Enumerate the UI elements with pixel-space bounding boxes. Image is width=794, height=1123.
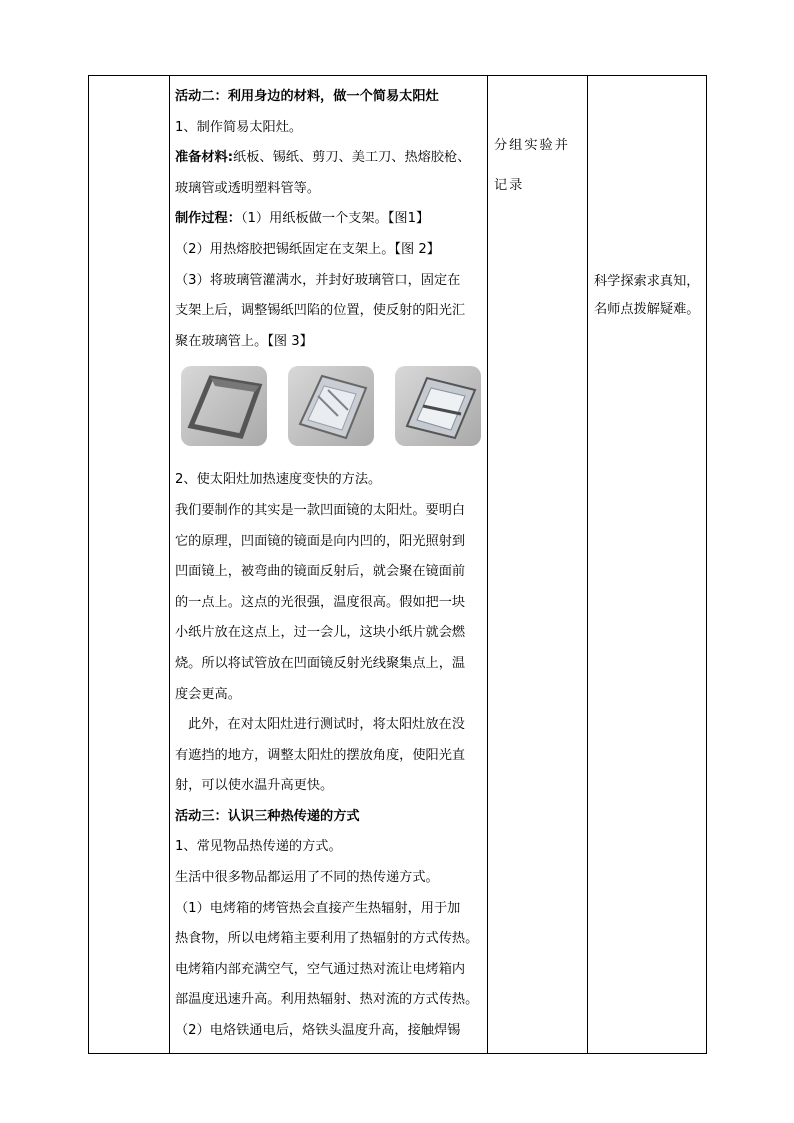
line-text: 生活中很多物品都运用了不同的热传递方式。 [175, 870, 439, 886]
line-text: （1）电烤箱的烤管热会直接产生热辐射，用于加 [175, 900, 461, 916]
line-text: 热食物，所以电烤箱主要利用了热辐射的方式传热。 [175, 931, 479, 947]
column-divider [587, 76, 588, 1053]
content-line [175, 204, 487, 235]
content-line [175, 832, 487, 863]
content-line [175, 588, 487, 619]
line-text: 部温度迅速升高。利用热辐射、热对流的方式传热。 [175, 992, 479, 1008]
line-text: 烧。所以将试管放在凹面镜反射光线聚集点上，温 [175, 655, 466, 671]
content-line [175, 741, 487, 772]
content-line [175, 465, 487, 496]
content-line [175, 863, 487, 894]
student-activity-line: 记录 [494, 178, 525, 193]
line-text: 射，可以使水温升高更快。 [175, 778, 334, 794]
line-text: 玻璃管或透明塑料管等。 [175, 180, 321, 196]
content-line [175, 894, 487, 925]
line-text: 电烤箱内部充满空气，空气通过热对流让电烤箱内 [175, 961, 466, 977]
content-line [175, 496, 487, 527]
line-text: 有遮挡的地方，调整太阳灶的摆放角度，使阳光直 [175, 747, 466, 763]
figure-3-photo [395, 366, 481, 446]
content-line [175, 557, 487, 588]
line-text: （3）将玻璃管灌满水，并封好玻璃管口，固定在 [175, 272, 461, 288]
line-text: 它的原理，凹面镜的镜面是向内凹的，阳光照射到 [175, 533, 466, 549]
line-text: （2）用热熔胶把锡纸固定在支架上。【图 2】 [175, 241, 440, 257]
design-intent-line: 科学探索求真知， [594, 274, 700, 289]
figure-1-photo [181, 366, 267, 446]
line-text: 1、制作简易太阳灶。 [175, 119, 303, 135]
content-line [175, 327, 487, 358]
content-line [175, 174, 487, 205]
content-line [175, 618, 487, 649]
photo-row [175, 361, 487, 457]
design-intent-line: 名师点拨解疑难。 [594, 302, 700, 317]
content-line [175, 527, 487, 558]
line-text: 2、使太阳灶加热速度变快的方法。 [175, 472, 382, 488]
column-divider [487, 76, 488, 1053]
content-line [175, 113, 487, 144]
content-line [175, 955, 487, 986]
student-activity-cell [494, 126, 586, 206]
content-line [175, 649, 487, 680]
line-text: 我们要制作的其实是一款凹面镜的太阳灶。要明白 [175, 502, 466, 518]
content-line [175, 235, 487, 266]
content-line [175, 710, 487, 741]
content-line [175, 771, 487, 802]
content-line [175, 296, 487, 327]
teaching-content-cell [169, 76, 487, 1047]
design-intent-cell [594, 268, 706, 324]
content-line [175, 1016, 487, 1047]
line-text: 凹面镜上，被弯曲的镜面反射后，就会聚在镜面前 [175, 564, 466, 580]
line-text: 的一点上。这点的光很强，温度很高。假如把一块 [175, 594, 466, 610]
line-text: 度会更高。 [175, 686, 241, 702]
section-heading [175, 82, 487, 113]
figure-2-photo [288, 366, 374, 446]
line-text: （1）用纸板做一个支架。【图1】 [240, 211, 430, 227]
line-text: 聚在玻璃管上。【图 3】 [175, 333, 313, 349]
line-text: 支架上后，调整锡纸凹陷的位置，使反射的阳光汇 [175, 303, 466, 319]
content-line [175, 680, 487, 711]
line-text: 活动三：认识三种热传递的方式 [175, 808, 360, 824]
content-line [175, 266, 487, 297]
content-line [175, 985, 487, 1016]
section-heading [175, 802, 487, 833]
student-activity-line: 分组实验并 [494, 138, 570, 153]
line-text: 活动二：利用身边的材料，做一个简易太阳灶 [175, 89, 439, 104]
bold-label: 制作过程： [175, 211, 241, 227]
content-line [175, 143, 487, 174]
line-text: 此外，在对太阳灶进行测试时，将太阳灶放在没 [188, 717, 465, 733]
content-line [175, 924, 487, 955]
line-text: （2）电烙铁通电后，烙铁头温度升高，接触焊锡 [175, 1023, 461, 1039]
line-text: 小纸片放在这点上，过一会儿，这块小纸片就会燃 [175, 625, 466, 641]
line-text: 1、常见物品热传递的方式。 [175, 839, 342, 855]
bold-label: 准备材料: [175, 150, 234, 166]
lesson-table [88, 75, 707, 1054]
line-text: 纸板、锡纸、剪刀、美工刀、热熔胶枪、 [233, 150, 471, 166]
